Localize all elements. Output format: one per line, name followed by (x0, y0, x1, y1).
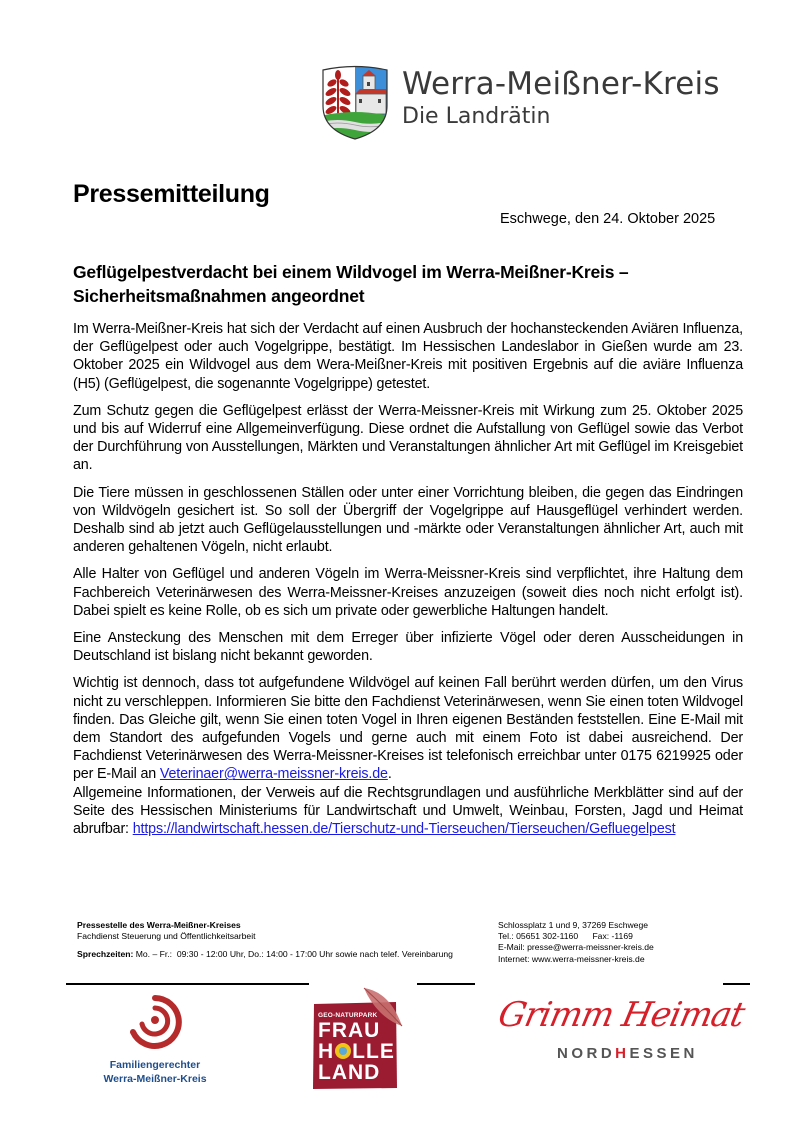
paragraph: Eine Ansteckung des Menschen mit dem Erreger über infizierte Vögel oder deren Ausscheidungen in Deutschland ist bislang nicht bekannt geworden. (73, 630, 743, 665)
paragraph: Zum Schutz gegen die Geflügelpest erlässt der Werra-Meissner-Kreis mit Wirkung zum 25. Oktober 2025 und bis auf Widerruf eine Allgemeinverfügung. Diese ordnet die Aufstallung von Geflügel sowie das Verbot der Durchführung von Ausstellungen, Märkten und Veranstaltungen ähnlicher Art mit Geflügel im Kreisgebiet an. (73, 402, 743, 474)
org-name: Werra-Meißner-Kreis (402, 66, 720, 102)
office-hours-label: Sprechzeiten: (77, 949, 134, 960)
headline (73, 260, 753, 308)
family-logo-line-1: Familiengerechter (109, 1059, 201, 1071)
org-subtitle: Die Landrätin (402, 104, 551, 129)
family-logo-text (90, 1058, 220, 1086)
frau-holle-lle: LLE (352, 1040, 395, 1063)
family-spiral-icon (128, 994, 182, 1052)
nordhessen-text (557, 1045, 698, 1062)
paragraph-info (73, 784, 743, 839)
footer-press-office (77, 920, 453, 961)
headline-line-1: Geflügelpestverdacht bei einem Wildvogel im Werra-Meißner-Kreis – (73, 262, 629, 282)
footer-internet: Internet: www.werra-meissner-kreis.de (498, 953, 645, 964)
ministry-link[interactable]: https://landwirtschaft.hessen.de/Tierschutz-und-Tierseuchen/Tierseuchen/Gefluegelpest (132, 821, 676, 838)
geo-naturpark-label: GEO-NATURPARK (318, 1012, 378, 1019)
footer-address: Schlossplatz 1 und 9, 37269 Eschwege (498, 920, 649, 930)
footer-divider (723, 983, 750, 985)
date-line: Eschwege, den 24. Oktober 2025 (500, 211, 716, 227)
nordhessen-essen: ESSEN (629, 1045, 698, 1062)
header-logo (320, 64, 750, 140)
paragraph-contact (73, 674, 743, 783)
frau-holle-line-3: LAND (318, 1061, 381, 1084)
frau-holle-line-1: FRAU (318, 1019, 381, 1042)
paragraph-contact-text: Wichtig ist dennoch, dass tot aufgefundene Wildvögel auf keinen Fall berührt werden dürfen, um den Virus nicht zu verschleppen. Informieren Sie bitte den Fachdienst Veterinärwesen, wenn Sie einen toten Wildvogel finden. Das Gleiche gilt, wenn Sie einen toten Vogel in Ihren eigenen Beständen feststellen. Eine E-Mail mit dem Standort des aufgefunden Vogels und gerne auch mit einem Foto ist dabei ausreichend. Der Fachdienst Veterinärwesen des Werra-Meissner-Kreises ist telefonisch erreichbar unter 0175 6219925 oder per E-Mail an (73, 675, 743, 783)
footer-email: E-Mail: presse@werra-meissner-kreis.de (498, 942, 654, 953)
document-type-title: Pressemitteilung (73, 180, 270, 208)
press-office-department: Fachdienst Steuerung und Öffentlichkeitsarbeit (77, 931, 256, 942)
paragraph-contact-end: . (387, 766, 392, 783)
nordhessen-h: H (615, 1045, 630, 1062)
paragraph: Im Werra-Meißner-Kreis hat sich der Verdacht auf einen Ausbruch der hochansteckenden Aviären Influenza, der Geflügelpest oder auch Vogelgrippe, bestätigt. Im Hessischen Landeslabor in Gießen wurde am 23. Oktober 2025 ein Wildvogel aus dem Wera-Meißner-Kreis mit positiven Ergebnis auf die aviäre Influenza (H5) (Geflügelpest, die sogenannte Vogelgrippe) getestet. (73, 321, 743, 392)
paragraph: Die Tiere müssen in geschlossenen Ställen oder unter einer Vorrichtung bleiben, die gegen das Eindringen von Wildvögeln gesichert ist. So soll der Übergriff der Vogelgrippe auf Hausgeflügel verhindert werden. Deshalb sind ab jetzt auch Geflügelausstellungen und -märkte oder Veranstaltungen ähnlicher Art, auch mit anderen gehaltenen Vögeln, nicht erlaubt. (73, 484, 743, 556)
paragraph-info-text: Allgemeine Informationen, der Verweis auf die Rechtsgrundlagen und ausführliche Merkblätter sind auf der Seite des Hessischen Ministeriums für Landwirtschaft und Umwelt, Weinbau, Forsten, Jagd und Heimat abrufbar: (73, 784, 743, 838)
nordhessen-nord: NORD (557, 1045, 616, 1062)
grimm-heimat-script: Grimm Heimat (494, 995, 748, 1035)
paragraph: Alle Halter von Geflügel und anderen Vögeln im Werra-Meissner-Kreis sind verpflichtet, ihre Haltung dem Fachbereich Veterinärwesen des Werra-Meissner-Kreises anzuzeigen (soweit dies noch nicht erfolgt ist). Dabei spielt es keine Rolle, ob es sich um private oder gewerbliche Haltungen handelt. (73, 566, 743, 619)
frau-holle-land-logo (312, 986, 404, 1090)
grimm-heimat-logo (494, 995, 748, 1075)
footer-contact (498, 920, 654, 965)
press-office-name: Pressestelle des Werra-Meißner-Kreises (77, 920, 241, 930)
body-text (73, 320, 743, 847)
coat-of-arms-icon (320, 64, 390, 140)
headline-line-2: Sicherheitsmaßnahmen angeordnet (73, 286, 365, 306)
office-hours-text: Mo. – Fr.: 09:30 - 12:00 Uhr, Do.: 14:00 - 17:00 Uhr sowie nach telef. Vereinbarung (133, 949, 453, 960)
family-logo-line-2: Werra-Meißner-Kreis (103, 1073, 207, 1085)
office-hours (77, 949, 453, 960)
sun-icon (335, 1043, 351, 1059)
footer-phone: Tel.: 05651 302-1160 Fax: -1169 (498, 931, 633, 942)
frau-holle-text (318, 1020, 395, 1083)
family-friendly-logo (90, 990, 220, 1090)
veterinary-email-link[interactable]: Veterinaer@werra-meissner-kreis.de (159, 766, 388, 783)
footer-divider (66, 983, 309, 985)
frau-holle-line-2 (318, 1041, 395, 1062)
footer-divider (417, 983, 475, 985)
frau-holle-h: H (318, 1040, 335, 1063)
